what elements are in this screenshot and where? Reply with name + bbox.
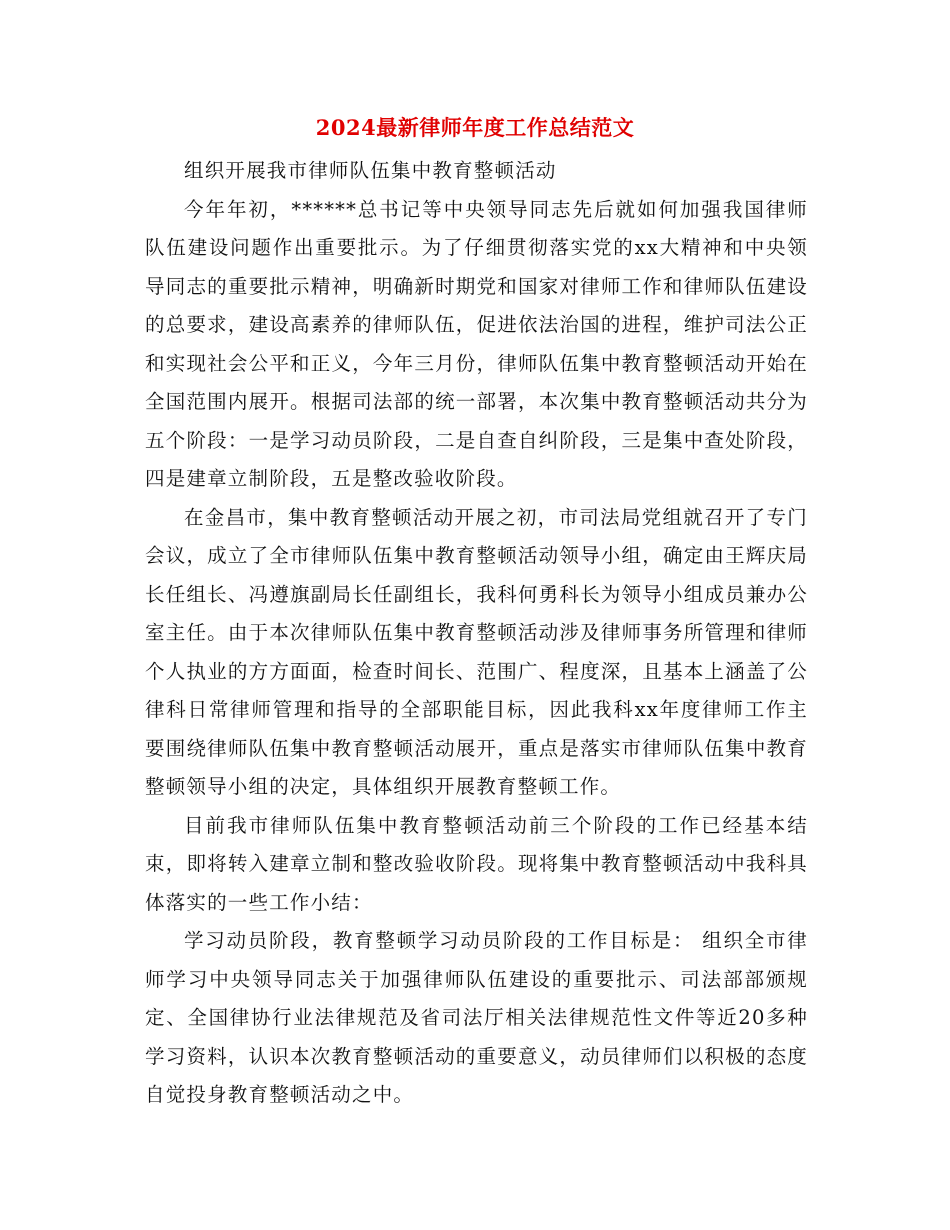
paragraph: 目前我市律师队伍集中教育整顿活动前三个阶段的工作已经基本结束，即将转入建章立制和整改验收阶段。现将集中教育整顿活动中我科具体落实的一些工作小结：: [145, 813, 808, 914]
paragraph: 学习动员阶段，教育整顿学习动员阶段的工作目标是： 组织全市律师学习中央领导同志关于加强律师队伍建设的重要批示、司法部部颁规定、全国律协行业法律规范及省司法厅相关法律规范性文件等近20多种学习资料，认识本次教育整顿活动的重要意义，动员律师们以积极的态度自觉投身教育整顿活动之中。: [145, 929, 808, 1106]
paragraph-heading: 组织开展我市律师队伍集中教育整顿活动: [184, 159, 557, 182]
paragraph: 今年年初，******总书记等中央领导同志先后就如何加强我国律师队伍建设问题作出重要批示。为了仔细贯彻落实党的xx大精神和中央领导同志的重要批示精神，明确新时期党和国家对律师工作和律师队伍建设的总要求，建设高素养的律师队伍，促进依法治国的进程，维护司法公正和实现社会公平和正义，今年三月份，律师队伍集中教育整顿活动开始在全国范围内展开。根据司法部的统一部署，本次集中教育整顿活动共分为五个阶段：一是学习动员阶段，二是自查自纠阶段，三是集中查处阶段，四是建章立制阶段，五是整改验收阶段。: [145, 197, 808, 490]
paragraph: 在金昌市，集中教育整顿活动开展之初，市司法局党组就召开了专门会议，成立了全市律师队伍集中教育整顿活动领导小组，确定由王辉庆局长任组长、冯遵旗副局长任副组长，我科何勇科长为领导小组成员兼办公室主任。由于本次律师队伍集中教育整顿活动涉及律师事务所管理和律师个人执业的方方面面，检查时间长、范围广、程度深，且基本上涵盖了公律科日常律师管理和指导的全部职能目标，因此我科xx年度律师工作主要围绕律师队伍集中教育整顿活动展开，重点是落实市律师队伍集中教育整顿领导小组的决定，具体组织开展教育整顿工作。: [145, 505, 808, 798]
document-title: 2024最新律师年度工作总结范文: [315, 115, 635, 140]
document-body: [145, 152, 808, 1115]
